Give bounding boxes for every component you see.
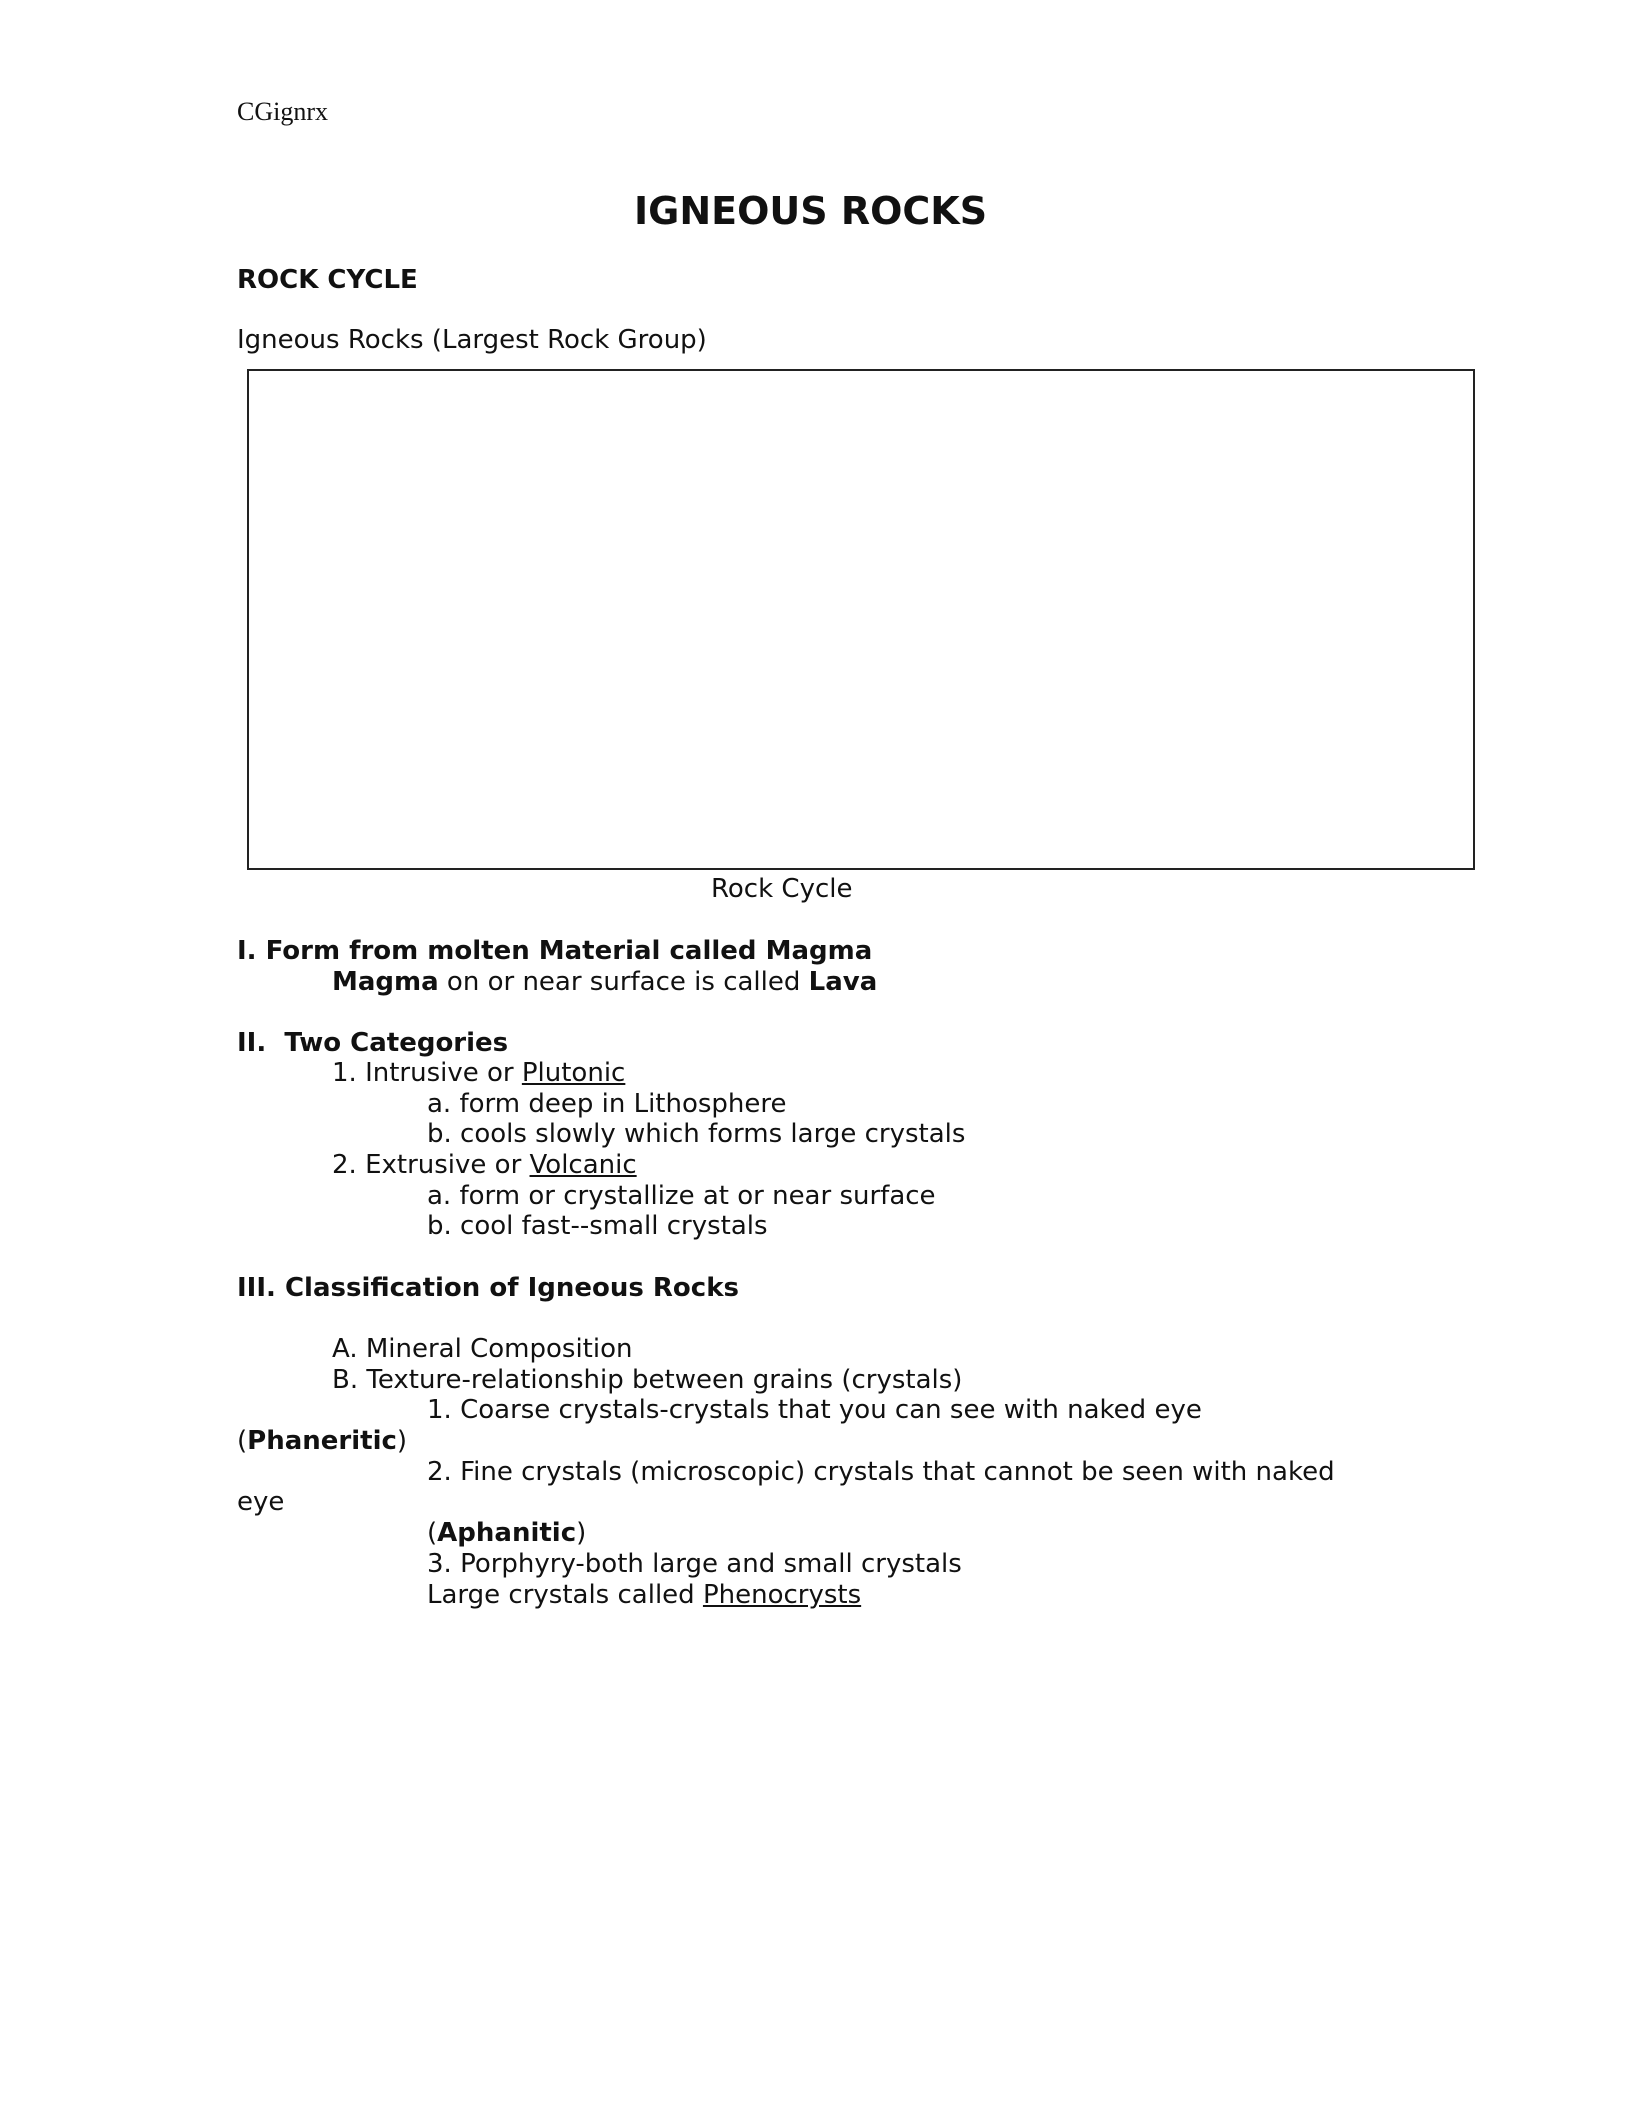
section-2-heading: II. Two Categories <box>237 1028 509 1058</box>
category-1-a: a. form deep in Lithosphere <box>427 1089 787 1119</box>
texture-1-term <box>237 1428 407 1454</box>
texture-3-phenocrysts <box>427 1582 861 1608</box>
term-phenocrysts: Phenocrysts <box>702 1580 862 1610</box>
classification-a: A. Mineral Composition <box>332 1334 633 1364</box>
term-lava: Lava <box>808 967 878 997</box>
section-heading: ROCK CYCLE <box>237 265 418 295</box>
section-1-line <box>332 969 877 995</box>
term-aphanitic: Aphanitic <box>437 1518 577 1548</box>
texture-1: 1. Coarse crystals-crystals that you can see with naked eye <box>427 1395 1202 1425</box>
category-1-b: b. cools slowly which forms large crystals <box>427 1119 966 1149</box>
texture-2: 2. Fine crystals (microscopic) crystals that cannot be seen with naked <box>427 1457 1335 1487</box>
category-1-prefix: 1. Intrusive or <box>332 1058 522 1088</box>
category-2-b: b. cool fast--small crystals <box>427 1211 768 1241</box>
line-text: on or near surface is called <box>438 967 809 997</box>
figure-caption: Rock Cycle <box>711 874 853 904</box>
term-magma: Magma <box>332 967 439 997</box>
category-2 <box>332 1152 637 1178</box>
classification-b: B. Texture-relationship between grains (crystals) <box>332 1365 963 1395</box>
texture-3: 3. Porphyry-both large and small crystals <box>427 1549 962 1579</box>
texture-2-term <box>427 1520 586 1546</box>
term-plutonic: Plutonic <box>521 1058 626 1088</box>
page-title: IGNEOUS ROCKS <box>634 189 988 233</box>
paren-close: ) <box>396 1426 408 1456</box>
paren-open: ( <box>427 1518 438 1548</box>
category-1 <box>332 1060 625 1086</box>
document-header: CGignrx <box>237 97 328 126</box>
texture-2-wrap: eye <box>237 1487 285 1517</box>
paren-open: ( <box>237 1426 248 1456</box>
intro-text: Igneous Rocks (Largest Rock Group) <box>237 325 707 355</box>
section-1-heading: I. Form from molten Material called Magma <box>237 936 873 966</box>
section-3-heading: III. Classification of Igneous Rocks <box>237 1273 739 1303</box>
term-phaneritic: Phaneritic <box>247 1426 397 1456</box>
paren-close: ) <box>576 1518 587 1548</box>
phenocrysts-prefix: Large crystals called <box>427 1580 703 1610</box>
category-2-prefix: 2. Extrusive or <box>332 1150 530 1180</box>
term-volcanic: Volcanic <box>529 1150 637 1180</box>
category-2-a: a. form or crystallize at or near surface <box>427 1181 936 1211</box>
rock-cycle-figure-box <box>247 369 1475 870</box>
